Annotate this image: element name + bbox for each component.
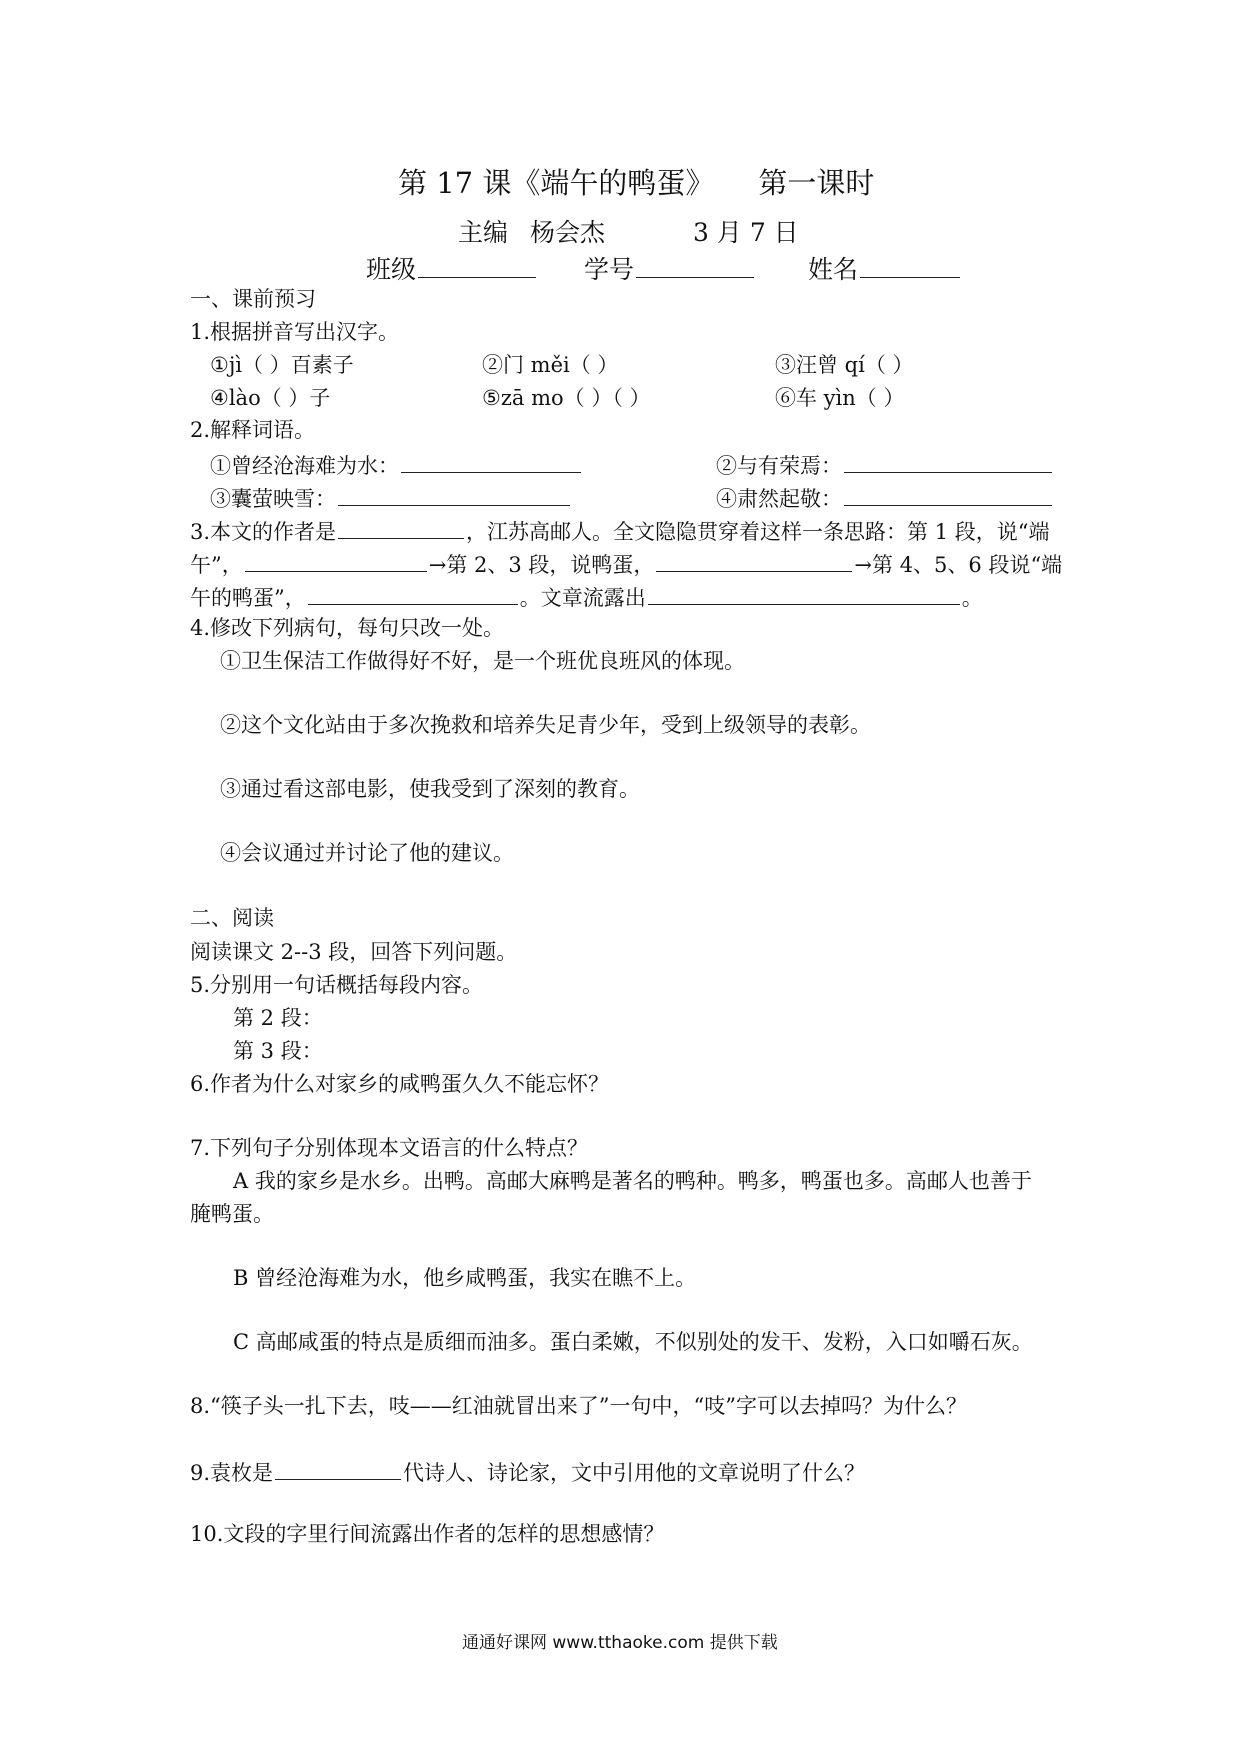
q1-item-6: ⑥车 yìn（ ） [775,386,905,410]
page-title [398,166,874,201]
q7-sentence-c: C 高邮咸蛋的特点是质细而油多。蛋白柔嫩，不似别处的发干、发粉，入口如嚼石灰。 [233,1330,1033,1354]
editor-line [458,218,799,248]
q5-paragraph-3: 第 3 段： [233,1039,323,1063]
q2-blank-2[interactable] [844,451,1052,473]
q3-line-1 [190,517,1050,545]
q9-blank[interactable] [275,1458,401,1480]
q3-l1b: ，江苏高邮人。全文隐隐贯穿着这样一条思路：第 1 段，说“端 [466,520,1050,544]
q10-text: 10.文段的字里行间流露出作者的怎样的思想感情？ [190,1522,665,1546]
title-lesson: 第 17 课《端午的鸭蛋》 [398,166,715,200]
q7-sentence-a-line-2: 腌鸭蛋。 [190,1202,274,1226]
q3-l3c: 。 [961,586,983,610]
q3-l2c: →第 4、5、6 段说“端 [854,553,1063,577]
name-blank[interactable] [860,252,960,278]
q9-b: 代诗人、诗论家，文中引用他的文章说明了什么？ [403,1461,866,1485]
q3-l2a: 午”， [190,553,243,577]
q1-item-5: ⑤zā mo（ ）（ ） [482,386,651,410]
q2-item-1 [210,451,583,479]
q4-text: 4.修改下列病句，每句只改一处。 [190,616,505,640]
number-label: 学号 [584,255,635,284]
q3-l2b: →第 2、3 段，说鸭蛋， [428,553,655,577]
number-blank[interactable] [636,252,754,278]
name-label: 姓名 [808,255,859,284]
q2-item-2 [716,451,1054,479]
q3-l1a: 3.本文的作者是 [190,520,337,544]
date: 3 月 7 日 [693,218,799,247]
q2-item-3 [210,484,572,512]
q7-sentence-b: B 曾经沧海难为水，他乡咸鸭蛋，我实在瞧不上。 [233,1266,697,1290]
q6-text: 6.作者为什么对家乡的咸鸭蛋久久不能忘怀？ [190,1072,610,1096]
q9-a: 9.袁枚是 [190,1461,274,1485]
footer-credit: 通通好课网 www.tthaoke.com 提供下载 [462,1633,778,1653]
section2-intro: 阅读课文 2--3 段，回答下列问题。 [190,940,518,964]
editor-label: 主编 [458,218,509,247]
q4-item-4: ④会议通过并讨论了他的建议。 [220,841,514,865]
q2-text: 2.解释词语。 [190,418,316,442]
class-blank[interactable] [418,252,536,278]
q4-item-3: ③通过看这部电影，使我受到了深刻的教育。 [220,777,640,801]
q2-blank-1[interactable] [401,451,581,473]
q2-blank-3[interactable] [338,484,570,506]
q3-blank-2[interactable] [245,550,427,572]
q7-sentence-a-line-1: A 我的家乡是水乡。出鸭。高邮大麻鸭是著名的鸭种。鸭多，鸭蛋也多。高邮人也善于 [233,1169,1032,1193]
section2-heading: 二、阅读 [190,906,274,930]
student-info-line [366,252,962,285]
q2-item-1-label: ①曾经沧海难为水： [210,454,399,478]
q1-item-1: ①jì（ ）百素子 [210,353,354,377]
editor-name: 杨会杰 [530,218,606,247]
q3-blank-4[interactable] [308,583,518,605]
q3-l3a: 午的鸭蛋”， [190,586,306,610]
q2-item-3-label: ③囊萤映雪： [210,487,336,511]
q1-text: 1.根据拼音写出汉字。 [190,320,400,344]
q3-line-3 [190,583,983,611]
q4-item-2: ②这个文化站由于多次挽救和培养失足青少年，受到上级领导的表彰。 [220,713,871,737]
class-label: 班级 [366,255,417,284]
q5-paragraph-2: 第 2 段： [233,1006,323,1030]
q1-item-3: ③汪曾 qí（ ） [775,353,914,377]
q2-blank-4[interactable] [844,484,1052,506]
q9-text [190,1458,865,1486]
q2-item-4 [716,484,1054,512]
q8-text: 8.“筷子头一扎下去，吱——红油就冒出来了”一句中，“吱”字可以去掉吗？为什么？ [190,1394,967,1418]
q3-l3b: 。文章流露出 [519,586,646,610]
q3-blank-author[interactable] [338,517,464,539]
q1-item-2: ②门 měi（ ） [482,353,619,377]
q3-blank-5[interactable] [648,583,960,605]
q7-text: 7.下列句子分别体现本文语言的什么特点？ [190,1136,589,1160]
q2-item-2-label: ②与有荣焉： [716,454,842,478]
q2-item-4-label: ④肃然起敬： [716,487,842,511]
q1-item-4: ④lào（ ）子 [210,386,331,410]
q3-line-2 [190,550,1062,578]
q5-text: 5.分别用一句话概括每段内容。 [190,973,484,997]
section1-heading: 一、课前预习 [190,287,316,311]
title-period: 第一课时 [758,166,875,200]
q4-item-1: ①卫生保洁工作做得好不好，是一个班优良班风的体现。 [220,649,745,673]
q3-blank-3[interactable] [656,550,852,572]
